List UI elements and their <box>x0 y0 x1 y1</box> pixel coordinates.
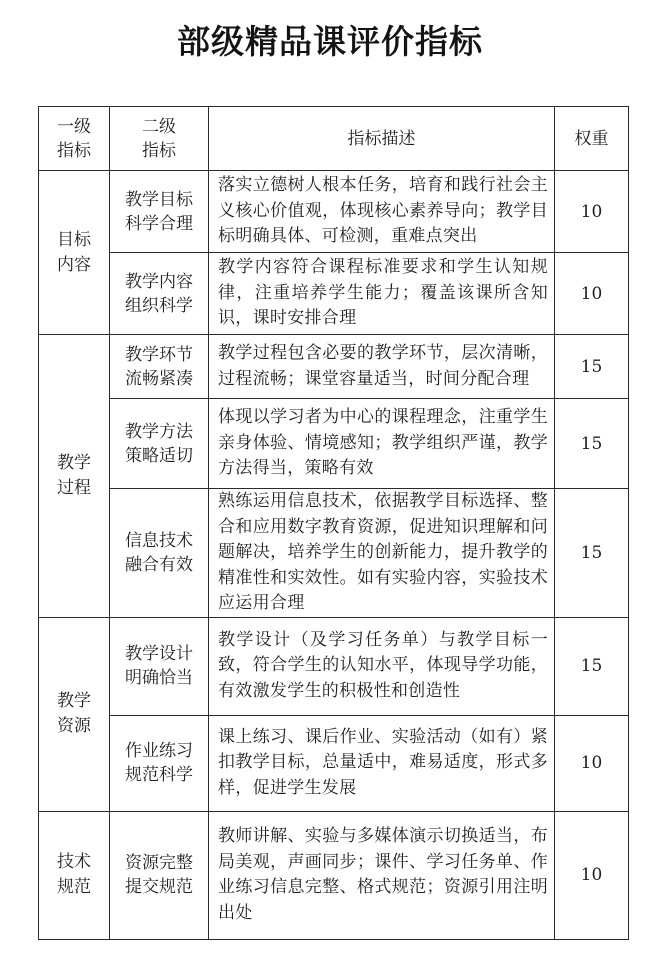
header-level1: 一级 指标 <box>39 107 110 171</box>
level2-cell: 教学方法 策略适切 <box>110 399 209 489</box>
level2-cell: 信息技术 融合有效 <box>110 489 209 618</box>
weight-cell: 10 <box>555 253 629 335</box>
level2-cell: 作业练习 规范科学 <box>110 715 209 811</box>
weight-cell: 15 <box>555 617 629 715</box>
description-cell: 课上练习、课后作业、实验活动（如有）紧扣教学目标，总量适中，难易适度，形式多样，促进学生发展 <box>209 715 555 811</box>
description-cell: 教师讲解、实验与多媒体演示切换适当，布局美观，声画同步；课件、学习任务单、作业练习信息完整、格式规范；资源引用注明出处 <box>209 811 555 939</box>
header-row <box>39 107 629 171</box>
description-cell: 体现以学习者为中心的课程理念，注重学生亲身体验、情境感知；教学组织严谨，教学方法得当，策略有效 <box>209 399 555 489</box>
weight-cell: 15 <box>555 335 629 399</box>
table-row <box>39 715 629 811</box>
level2-cell: 教学环节 流畅紧凑 <box>110 335 209 399</box>
level1-cell: 教学 资源 <box>39 617 110 811</box>
table-row <box>39 335 629 399</box>
table-row <box>39 171 629 253</box>
weight-cell: 10 <box>555 715 629 811</box>
table-row <box>39 489 629 618</box>
level2-cell: 教学设计 明确恰当 <box>110 617 209 715</box>
evaluation-table <box>38 106 629 940</box>
level2-cell: 教学内容 组织科学 <box>110 253 209 335</box>
table-row <box>39 253 629 335</box>
description-cell: 教学过程包含必要的教学环节，层次清晰，过程流畅；课堂容量适当，时间分配合理 <box>209 335 555 399</box>
level1-cell: 技术 规范 <box>39 811 110 939</box>
description-cell: 教学设计（及学习任务单）与教学目标一致，符合学生的认知水平，体现导学功能，有效激发学生的积极性和创造性 <box>209 617 555 715</box>
description-cell: 落实立德树人根本任务，培育和践行社会主义核心价值观，体现核心素养导向；教学目标明确具体、可检测，重难点突出 <box>209 171 555 253</box>
header-weight: 权重 <box>555 107 629 171</box>
weight-cell: 15 <box>555 489 629 618</box>
page-title: 部级精品课评价指标 <box>177 22 483 61</box>
level2-cell: 教学目标 科学合理 <box>110 171 209 253</box>
description-cell: 熟练运用信息技术，依据教学目标选择、整合和应用数字教育资源，促进知识理解和问题解决，培养学生的创新能力，提升教学的精准性和实效性。如有实验内容，实验技术应运用合理 <box>209 489 555 618</box>
description-cell: 教学内容符合课程标准要求和学生认知规律，注重培养学生能力；覆盖该课所含知识，课时安排合理 <box>209 253 555 335</box>
table-row <box>39 399 629 489</box>
header-level2: 二级 指标 <box>110 107 209 171</box>
level1-cell: 目标 内容 <box>39 171 110 335</box>
level1-cell: 教学 过程 <box>39 335 110 618</box>
table-row <box>39 811 629 939</box>
weight-cell: 15 <box>555 399 629 489</box>
level2-cell: 资源完整 提交规范 <box>110 811 209 939</box>
weight-cell: 10 <box>555 811 629 939</box>
table-row <box>39 617 629 715</box>
header-description: 指标描述 <box>209 107 555 171</box>
weight-cell: 10 <box>555 171 629 253</box>
